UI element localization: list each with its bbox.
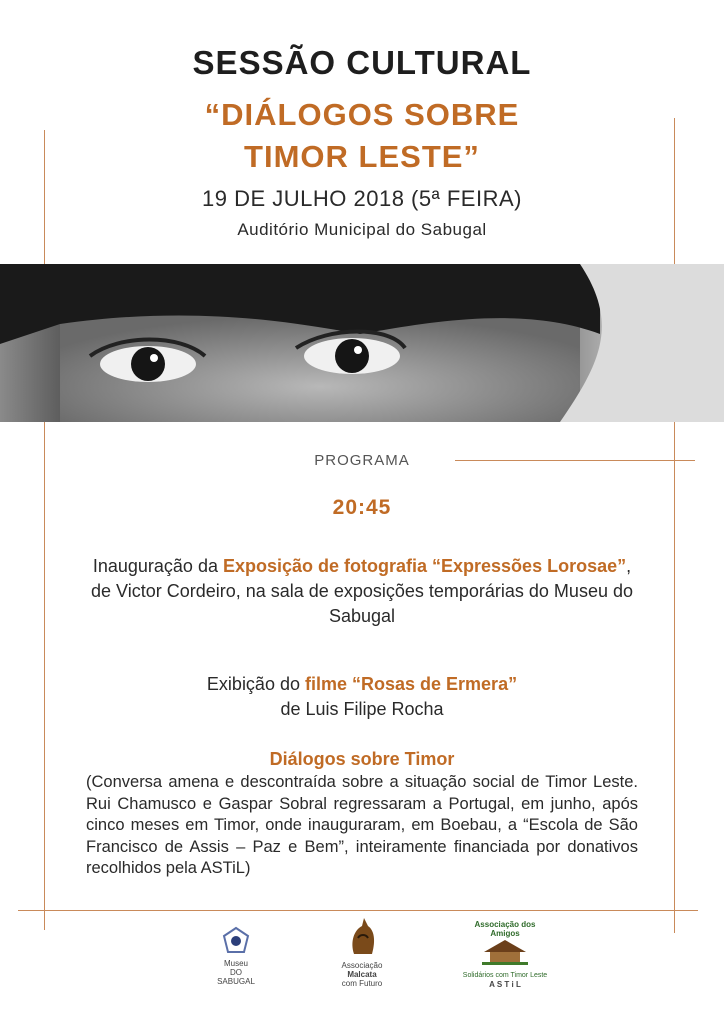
- museum-logo-line2: DO: [230, 968, 242, 977]
- frame-line-bottom: [18, 910, 698, 911]
- program-item-exhibition: [90, 554, 634, 629]
- malcata-logo-line3: com Futuro: [341, 979, 383, 988]
- film-director: de Luis Filipe Rocha: [280, 699, 444, 719]
- page-title: SESSÃO CULTURAL: [192, 44, 532, 81]
- museum-logo: [212, 926, 260, 986]
- frame-line-left: [44, 130, 45, 930]
- lynx-icon: [346, 916, 378, 956]
- dialogues-title: Diálogos sobre Timor: [269, 749, 455, 769]
- program-time: 20:45: [332, 496, 392, 519]
- dialogues-description: (Conversa amena e descontraída sobre a situação social de Timor Leste. Rui Chamusco e Gaspar Sobral regressaram a Portugal, em junho, após cinco meses em Timor, onde inauguraram, em Boebau, a “Escola de São Francisco de Assis – Paz e Bem”, inteiramente financiada por donativos recolhidos pela ASTiL): [86, 773, 638, 877]
- hut-icon: [480, 938, 530, 966]
- event-date: 19 DE JULHO 2018 (5ª FEIRA): [202, 186, 522, 211]
- malcata-logo: [334, 916, 390, 988]
- exhibition-suffix: , de Victor Cordeiro, na sala de exposições temporárias do Museu do Sabugal: [91, 556, 633, 626]
- film-highlight: filme “Rosas de Ermera”: [304, 674, 518, 694]
- museum-emblem-icon: [222, 926, 250, 954]
- museum-logo-line3: SABUGAL: [217, 977, 255, 986]
- event-title: [0, 94, 724, 178]
- event-title-line1: “DIÁLOGOS SOBRE: [204, 97, 520, 132]
- eyes-photo: [0, 264, 724, 422]
- program-item-film: [90, 672, 634, 722]
- film-prefix: Exibição do: [206, 674, 305, 694]
- astil-logo: [462, 920, 548, 989]
- malcata-logo-line1: Associação: [341, 961, 383, 970]
- exhibition-prefix: Inauguração da: [92, 556, 223, 576]
- program-heading: PROGRAMA: [314, 452, 410, 469]
- frame-line-right: [674, 118, 675, 933]
- event-title-line2: TIMOR LESTE”: [244, 139, 480, 174]
- astil-logo-line1: Solidários com Timor Leste: [462, 972, 548, 979]
- event-venue: Auditório Municipal do Sabugal: [237, 220, 487, 239]
- astil-logo-line2: A S T i L: [489, 980, 521, 989]
- museum-logo-line1: Museu: [223, 959, 248, 968]
- malcata-logo-line2: Malcata: [347, 970, 377, 979]
- exhibition-highlight: Exposição de fotografia “Expressões Lorosae”: [222, 556, 627, 576]
- astil-logo-arc: Associação dos Amigos: [474, 920, 536, 938]
